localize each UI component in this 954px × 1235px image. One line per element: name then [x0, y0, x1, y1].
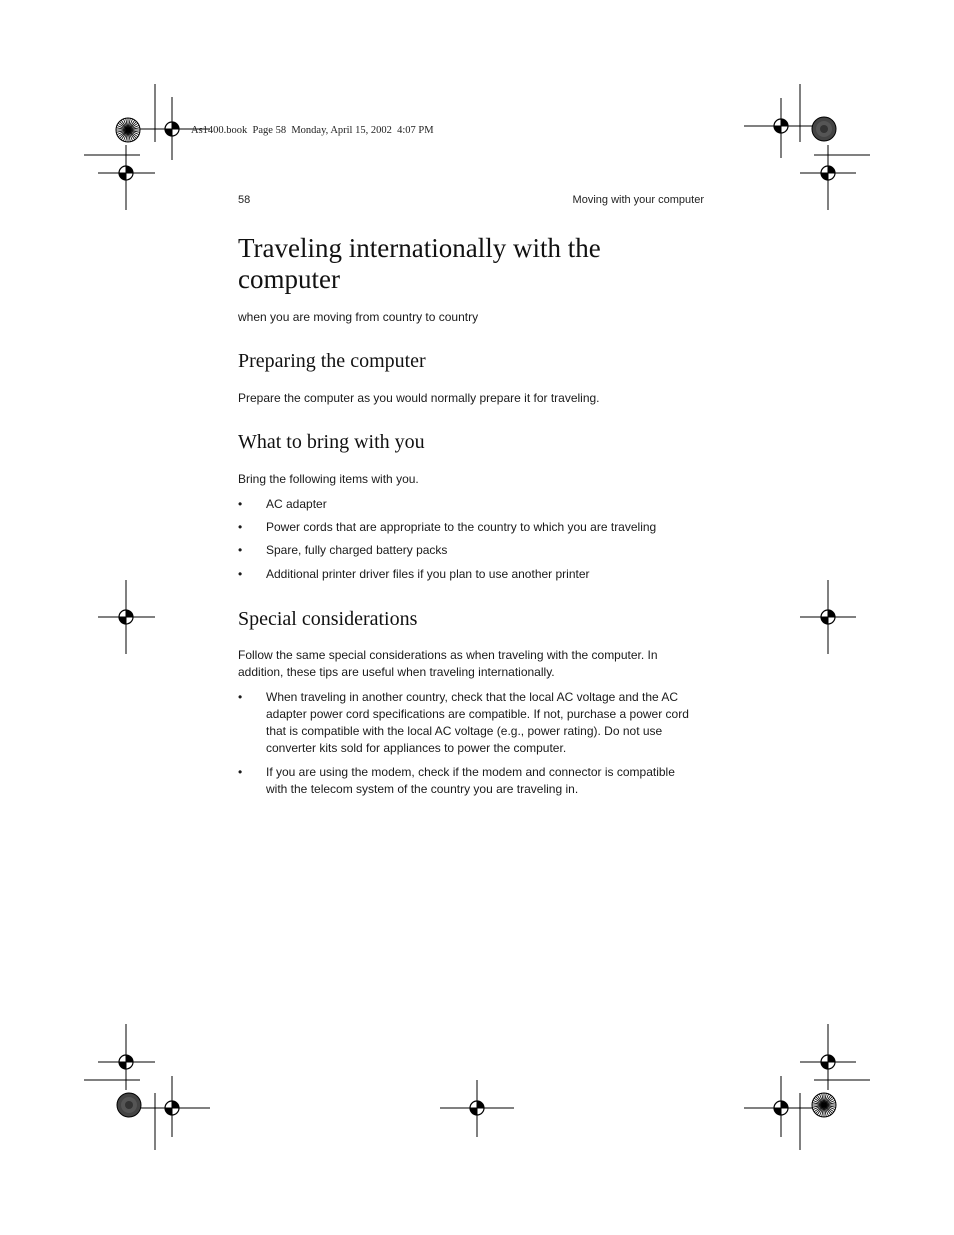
color-bar-icon — [812, 1093, 836, 1117]
bullet-icon: • — [238, 520, 243, 534]
color-bar-icon — [116, 118, 140, 142]
list-item-text: AC adapter — [266, 497, 327, 511]
bullet-icon: • — [238, 765, 243, 779]
bullet-icon: • — [238, 543, 243, 557]
list-item — [238, 764, 691, 798]
list-item-text: Spare, fully charged battery packs — [266, 543, 448, 557]
color-bar-icon — [812, 117, 836, 141]
list-item — [238, 519, 706, 536]
section-heading-what-to-bring: What to bring with you — [238, 431, 425, 453]
list-item-text: Additional printer driver files if you plan to use another printer — [266, 567, 590, 581]
running-title: Moving with your computer — [572, 194, 704, 206]
list-item — [238, 542, 706, 559]
section-intro-special: Follow the same special considerations as when traveling with the computer. In addition, these tips are useful when traveling internationally. — [238, 648, 658, 679]
list-item-text: When traveling in another country, check that the local AC voltage and the AC adapter power cord specifications are compatible. If not, purchase a power cord that is compatible with the local AC voltage (e.g., power rating). Do not use converter kits sold for appliances to power the computer. — [266, 690, 689, 755]
section-heading-special: Special considerations — [238, 608, 418, 630]
section-intro-preparing: Prepare the computer as you would normally prepare it for traveling. — [238, 391, 600, 405]
page-subtitle: when you are moving from country to country — [238, 310, 479, 324]
list-item-text: If you are using the modem, check if the modem and connector is compatible with the telecom system of the country you are traveling in. — [266, 765, 675, 796]
section-heading-preparing: Preparing the computer — [238, 350, 426, 372]
list-item — [238, 496, 706, 513]
print-slug: As1400.book Page 58 Monday, April 15, 2002 4:07 PM — [191, 125, 434, 136]
bullet-icon: • — [238, 567, 243, 581]
bullet-icon: • — [238, 690, 243, 704]
section-intro-what-to-bring: Bring the following items with you. — [238, 472, 419, 486]
bullet-icon: • — [238, 497, 243, 511]
page-number: 58 — [238, 194, 251, 206]
list-item — [238, 689, 706, 757]
page-title: Traveling internationally with the computer — [238, 233, 601, 294]
list-item-text: Power cords that are appropriate to the country to which you are traveling — [266, 520, 657, 534]
list-item — [238, 566, 706, 583]
color-bar-icon — [117, 1093, 141, 1117]
